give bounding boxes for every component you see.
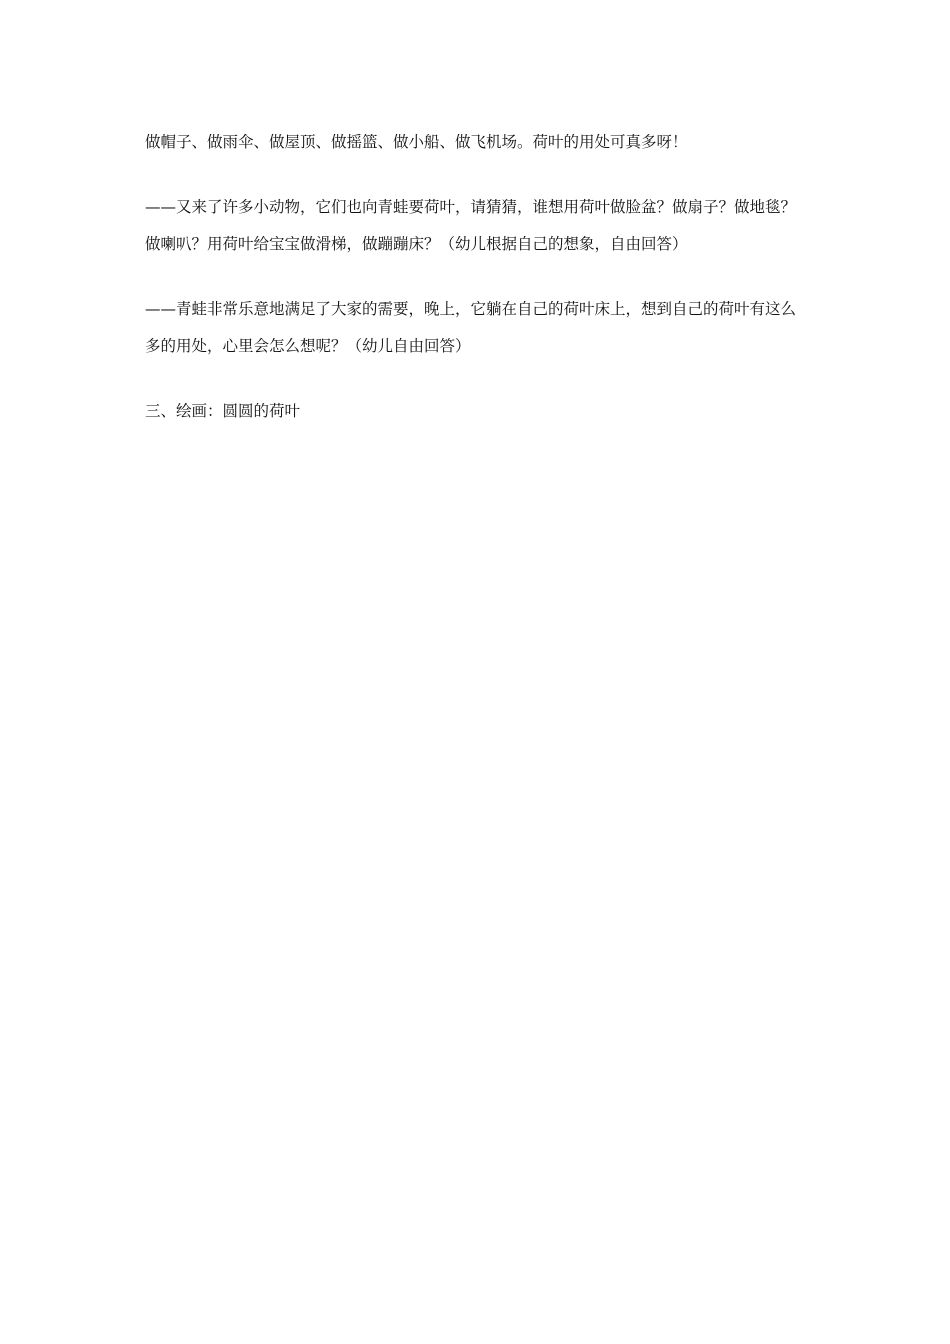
section-heading-drawing: 三、绘画：圆圆的荷叶: [145, 402, 301, 420]
document-body: [145, 124, 805, 458]
paragraph-frog-satisfied: ——青蛙非常乐意地满足了大家的需要，晚上，它躺在自己的荷叶床上，想到自己的荷叶有这么多的用处，心里会怎么想呢？（幼儿自由回答）: [145, 300, 797, 355]
paragraph-lotus-uses: 做帽子、做雨伞、做屋顶、做摇篮、做小船、做飞机场。荷叶的用处可真多呀！: [145, 133, 688, 151]
paragraph-animals-request: ——又来了许多小动物，它们也向青蛙要荷叶，请猜猜，谁想用荷叶做脸盆？做扇子？做地毯？做喇叭？用荷叶给宝宝做滑梯，做蹦蹦床？（幼儿根据自己的想象，自由回答）: [145, 198, 797, 253]
